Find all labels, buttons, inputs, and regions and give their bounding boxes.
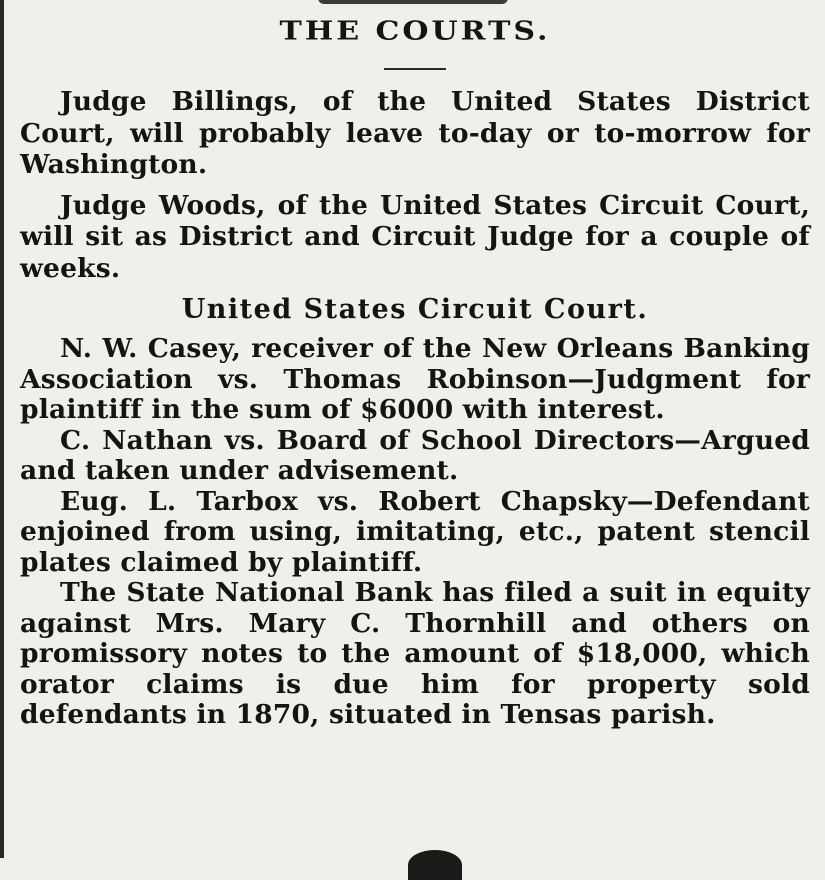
section-subhead: United States Circuit Court. [181, 294, 649, 325]
court-item-casey: N. W. Casey, receiver of the New Orleans Banking Association vs. Thomas Robinson—Judgment for plaintiff in the sum of $6000 with interest. [20, 333, 810, 425]
paragraph-judge-billings: Judge Billings, of the United States District Court, will probably leave to-day or to-morrow for Washington. [20, 86, 810, 180]
title-divider [384, 68, 446, 70]
next-article-fragment [408, 850, 462, 880]
paragraph-judge-woods: Judge Woods, of the United States Circuit Court, will sit as District and Circuit Judge for a couple of weeks. [20, 189, 810, 284]
court-item-state-national-bank: The State National Bank has filed a suit in equity against Mrs. Mary C. Thornhill and others on promissory notes to the amount of $18,000, which orator claims is due him for property sold defendants in 1870, situated in Tensas parish. [20, 577, 810, 730]
court-item-tarbox: Eug. L. Tarbox vs. Robert Chapsky—Defendant enjoined from using, imitating, etc., patent stencil plates claimed by plaintiff. [20, 485, 810, 578]
article-column [20, 0, 810, 731]
court-item-nathan: C. Nathan vs. Board of School Directors—Argued and taken under advisement. [20, 424, 810, 486]
article-title: THE COURTS. [279, 16, 551, 47]
column-rule [0, 0, 4, 858]
